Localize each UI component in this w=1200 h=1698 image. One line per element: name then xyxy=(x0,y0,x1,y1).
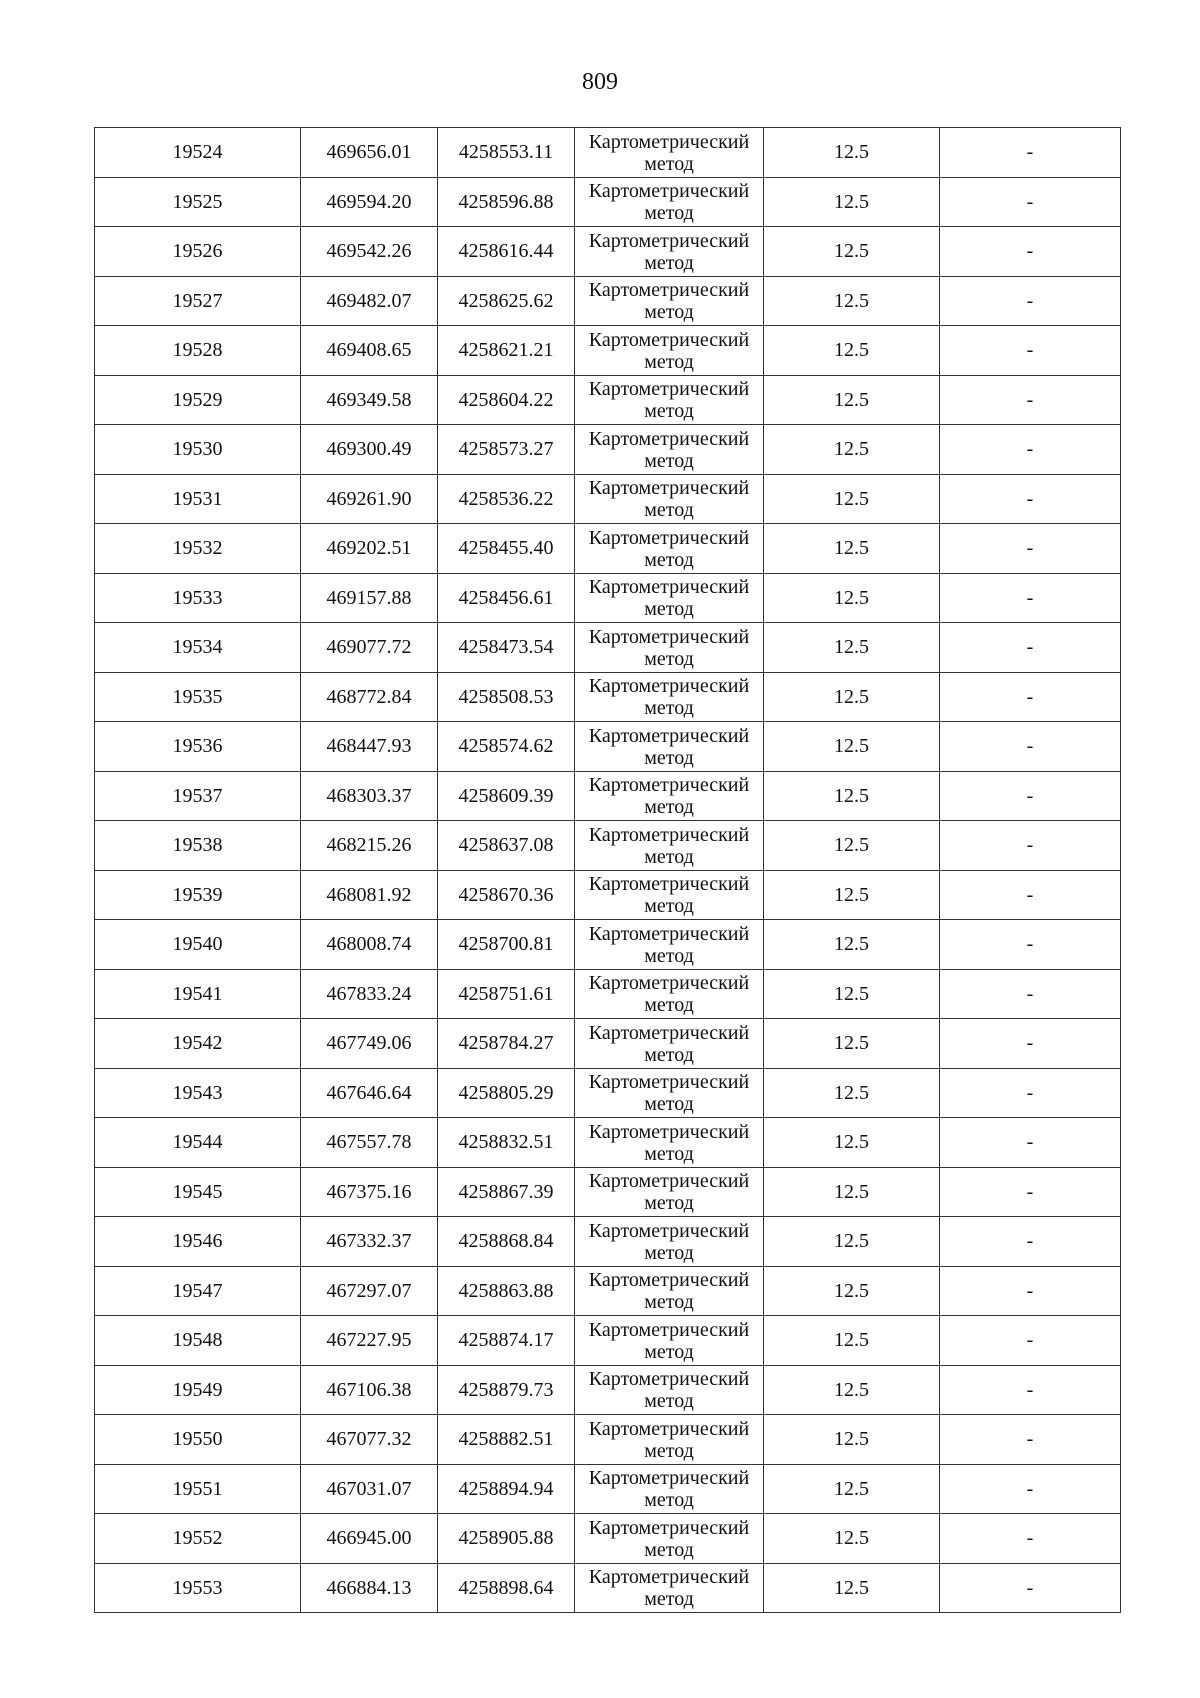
y-coordinate-cell: 4258553.11 xyxy=(438,128,575,178)
accuracy-cell: 12.5 xyxy=(764,1415,940,1465)
note-cell: - xyxy=(940,1563,1121,1613)
note-cell: - xyxy=(940,1316,1121,1366)
accuracy-cell: 12.5 xyxy=(764,1217,940,1267)
point-number-cell: 19525 xyxy=(95,177,301,227)
accuracy-cell: 12.5 xyxy=(764,276,940,326)
table-row xyxy=(95,1266,1121,1316)
x-coordinate-cell: 467031.07 xyxy=(301,1464,438,1514)
method-cell xyxy=(575,1365,764,1415)
page-number: 809 xyxy=(582,69,618,95)
method-line-2: метод xyxy=(644,994,694,1017)
point-number-cell: 19540 xyxy=(95,920,301,970)
y-coordinate-cell: 4258596.88 xyxy=(438,177,575,227)
method-line-1: Картометрический xyxy=(588,1021,750,1044)
x-coordinate-cell: 468303.37 xyxy=(301,771,438,821)
note-cell: - xyxy=(940,524,1121,574)
method-cell xyxy=(575,326,764,376)
x-coordinate-cell: 469542.26 xyxy=(301,227,438,277)
accuracy-cell: 12.5 xyxy=(764,1464,940,1514)
note-cell: - xyxy=(940,672,1121,722)
table-row xyxy=(95,227,1121,277)
method-line-2: метод xyxy=(644,598,694,621)
accuracy-cell: 12.5 xyxy=(764,1514,940,1564)
point-number-cell: 19536 xyxy=(95,722,301,772)
point-number-cell: 19537 xyxy=(95,771,301,821)
point-number-cell: 19528 xyxy=(95,326,301,376)
table-row xyxy=(95,1019,1121,1069)
method-line-2: метод xyxy=(644,1291,694,1314)
table-row xyxy=(95,722,1121,772)
method-cell xyxy=(575,1068,764,1118)
table-row xyxy=(95,771,1121,821)
method-line-2: метод xyxy=(644,1093,694,1116)
method-cell xyxy=(575,623,764,673)
method-line-2: метод xyxy=(644,944,694,967)
y-coordinate-cell: 4258609.39 xyxy=(438,771,575,821)
method-line-2: метод xyxy=(644,1192,694,1215)
point-number-cell: 19530 xyxy=(95,425,301,475)
method-line-2: метод xyxy=(644,796,694,819)
y-coordinate-cell: 4258573.27 xyxy=(438,425,575,475)
x-coordinate-cell: 468215.26 xyxy=(301,821,438,871)
method-line-2: метод xyxy=(644,895,694,918)
table-row xyxy=(95,1514,1121,1564)
y-coordinate-cell: 4258637.08 xyxy=(438,821,575,871)
accuracy-cell: 12.5 xyxy=(764,1316,940,1366)
x-coordinate-cell: 466884.13 xyxy=(301,1563,438,1613)
table-row xyxy=(95,375,1121,425)
method-line-2: метод xyxy=(644,202,694,225)
x-coordinate-cell: 467375.16 xyxy=(301,1167,438,1217)
note-cell: - xyxy=(940,177,1121,227)
accuracy-cell: 12.5 xyxy=(764,920,940,970)
accuracy-cell: 12.5 xyxy=(764,821,940,871)
x-coordinate-cell: 467749.06 xyxy=(301,1019,438,1069)
method-cell xyxy=(575,1415,764,1465)
point-number-cell: 19543 xyxy=(95,1068,301,1118)
method-line-1: Картометрический xyxy=(588,1170,750,1193)
point-number-cell: 19545 xyxy=(95,1167,301,1217)
point-number-cell: 19534 xyxy=(95,623,301,673)
point-number-cell: 19548 xyxy=(95,1316,301,1366)
point-number-cell: 19531 xyxy=(95,474,301,524)
method-line-1: Картометрический xyxy=(588,675,750,698)
note-cell: - xyxy=(940,1365,1121,1415)
note-cell: - xyxy=(940,1514,1121,1564)
table-row xyxy=(95,1464,1121,1514)
x-coordinate-cell: 468008.74 xyxy=(301,920,438,970)
table-row xyxy=(95,1316,1121,1366)
method-line-1: Картометрический xyxy=(588,1318,750,1341)
method-line-1: Картометрический xyxy=(588,873,750,896)
method-cell xyxy=(575,375,764,425)
note-cell: - xyxy=(940,920,1121,970)
method-line-2: метод xyxy=(644,697,694,720)
accuracy-cell: 12.5 xyxy=(764,425,940,475)
point-number-cell: 19524 xyxy=(95,128,301,178)
accuracy-cell: 12.5 xyxy=(764,969,940,1019)
method-cell xyxy=(575,276,764,326)
point-number-cell: 19542 xyxy=(95,1019,301,1069)
y-coordinate-cell: 4258784.27 xyxy=(438,1019,575,1069)
table-row xyxy=(95,1415,1121,1465)
method-line-2: метод xyxy=(644,1588,694,1611)
method-line-2: метод xyxy=(644,350,694,373)
accuracy-cell: 12.5 xyxy=(764,128,940,178)
accuracy-cell: 12.5 xyxy=(764,623,940,673)
x-coordinate-cell: 467833.24 xyxy=(301,969,438,1019)
x-coordinate-cell: 469594.20 xyxy=(301,177,438,227)
method-line-2: метод xyxy=(644,1538,694,1561)
method-cell xyxy=(575,722,764,772)
x-coordinate-cell: 467227.95 xyxy=(301,1316,438,1366)
accuracy-cell: 12.5 xyxy=(764,1365,940,1415)
y-coordinate-cell: 4258473.54 xyxy=(438,623,575,673)
y-coordinate-cell: 4258700.81 xyxy=(438,920,575,970)
x-coordinate-cell: 469349.58 xyxy=(301,375,438,425)
method-line-2: метод xyxy=(644,449,694,472)
note-cell: - xyxy=(940,573,1121,623)
accuracy-cell: 12.5 xyxy=(764,1118,940,1168)
x-coordinate-cell: 467297.07 xyxy=(301,1266,438,1316)
point-number-cell: 19529 xyxy=(95,375,301,425)
x-coordinate-cell: 468772.84 xyxy=(301,672,438,722)
accuracy-cell: 12.5 xyxy=(764,870,940,920)
note-cell: - xyxy=(940,969,1121,1019)
note-cell: - xyxy=(940,1068,1121,1118)
y-coordinate-cell: 4258751.61 xyxy=(438,969,575,1019)
table-row xyxy=(95,524,1121,574)
point-number-cell: 19527 xyxy=(95,276,301,326)
table-row xyxy=(95,1563,1121,1613)
point-number-cell: 19538 xyxy=(95,821,301,871)
method-line-1: Картометрический xyxy=(588,526,750,549)
note-cell: - xyxy=(940,1217,1121,1267)
method-line-2: метод xyxy=(644,1340,694,1363)
note-cell: - xyxy=(940,227,1121,277)
y-coordinate-cell: 4258805.29 xyxy=(438,1068,575,1118)
method-line-1: Картометрический xyxy=(588,477,750,500)
y-coordinate-cell: 4258832.51 xyxy=(438,1118,575,1168)
method-line-2: метод xyxy=(644,1390,694,1413)
y-coordinate-cell: 4258905.88 xyxy=(438,1514,575,1564)
y-coordinate-cell: 4258882.51 xyxy=(438,1415,575,1465)
method-line-1: Картометрический xyxy=(588,1219,750,1242)
point-number-cell: 19547 xyxy=(95,1266,301,1316)
x-coordinate-cell: 469656.01 xyxy=(301,128,438,178)
point-number-cell: 19535 xyxy=(95,672,301,722)
point-number-cell: 19533 xyxy=(95,573,301,623)
table-row xyxy=(95,1068,1121,1118)
table-row xyxy=(95,920,1121,970)
accuracy-cell: 12.5 xyxy=(764,1019,940,1069)
accuracy-cell: 12.5 xyxy=(764,1563,940,1613)
point-number-cell: 19550 xyxy=(95,1415,301,1465)
accuracy-cell: 12.5 xyxy=(764,573,940,623)
point-number-cell: 19544 xyxy=(95,1118,301,1168)
point-number-cell: 19553 xyxy=(95,1563,301,1613)
table-row xyxy=(95,1167,1121,1217)
accuracy-cell: 12.5 xyxy=(764,227,940,277)
method-line-2: метод xyxy=(644,152,694,175)
method-line-1: Картометрический xyxy=(588,1269,750,1292)
method-line-1: Картометрический xyxy=(588,724,750,747)
table-row xyxy=(95,474,1121,524)
method-line-1: Картометрический xyxy=(588,378,750,401)
y-coordinate-cell: 4258898.64 xyxy=(438,1563,575,1613)
note-cell: - xyxy=(940,821,1121,871)
method-cell xyxy=(575,1316,764,1366)
table-row xyxy=(95,672,1121,722)
accuracy-cell: 12.5 xyxy=(764,474,940,524)
method-line-1: Картометрический xyxy=(588,1071,750,1094)
y-coordinate-cell: 4258670.36 xyxy=(438,870,575,920)
note-cell: - xyxy=(940,1019,1121,1069)
x-coordinate-cell: 469157.88 xyxy=(301,573,438,623)
method-cell xyxy=(575,474,764,524)
x-coordinate-cell: 467332.37 xyxy=(301,1217,438,1267)
note-cell: - xyxy=(940,326,1121,376)
method-line-2: метод xyxy=(644,1043,694,1066)
table-row xyxy=(95,326,1121,376)
method-cell xyxy=(575,771,764,821)
x-coordinate-cell: 469077.72 xyxy=(301,623,438,673)
note-cell: - xyxy=(940,623,1121,673)
accuracy-cell: 12.5 xyxy=(764,1266,940,1316)
point-number-cell: 19532 xyxy=(95,524,301,574)
coordinates-table-body xyxy=(95,128,1121,1613)
method-line-2: метод xyxy=(644,251,694,274)
method-line-1: Картометрический xyxy=(588,328,750,351)
x-coordinate-cell: 467646.64 xyxy=(301,1068,438,1118)
method-cell xyxy=(575,1514,764,1564)
method-cell xyxy=(575,1118,764,1168)
method-line-1: Картометрический xyxy=(588,1120,750,1143)
method-cell xyxy=(575,128,764,178)
method-cell xyxy=(575,1217,764,1267)
method-line-1: Картометрический xyxy=(588,576,750,599)
x-coordinate-cell: 467106.38 xyxy=(301,1365,438,1415)
method-cell xyxy=(575,227,764,277)
note-cell: - xyxy=(940,1415,1121,1465)
point-number-cell: 19539 xyxy=(95,870,301,920)
y-coordinate-cell: 4258455.40 xyxy=(438,524,575,574)
accuracy-cell: 12.5 xyxy=(764,1068,940,1118)
method-line-2: метод xyxy=(644,746,694,769)
table-row xyxy=(95,1365,1121,1415)
method-line-1: Картометрический xyxy=(588,1417,750,1440)
point-number-cell: 19552 xyxy=(95,1514,301,1564)
method-line-2: метод xyxy=(644,1142,694,1165)
table-row xyxy=(95,425,1121,475)
x-coordinate-cell: 469261.90 xyxy=(301,474,438,524)
method-line-1: Картометрический xyxy=(588,625,750,648)
method-cell xyxy=(575,1563,764,1613)
method-line-2: метод xyxy=(644,301,694,324)
y-coordinate-cell: 4258867.39 xyxy=(438,1167,575,1217)
method-line-2: метод xyxy=(644,499,694,522)
method-line-1: Картометрический xyxy=(588,229,750,252)
x-coordinate-cell: 467077.32 xyxy=(301,1415,438,1465)
y-coordinate-cell: 4258574.62 xyxy=(438,722,575,772)
y-coordinate-cell: 4258456.61 xyxy=(438,573,575,623)
y-coordinate-cell: 4258625.62 xyxy=(438,276,575,326)
table-row xyxy=(95,128,1121,178)
note-cell: - xyxy=(940,1464,1121,1514)
x-coordinate-cell: 466945.00 xyxy=(301,1514,438,1564)
accuracy-cell: 12.5 xyxy=(764,771,940,821)
note-cell: - xyxy=(940,425,1121,475)
table-row xyxy=(95,573,1121,623)
x-coordinate-cell: 467557.78 xyxy=(301,1118,438,1168)
table-row xyxy=(95,1118,1121,1168)
note-cell: - xyxy=(940,375,1121,425)
note-cell: - xyxy=(940,722,1121,772)
accuracy-cell: 12.5 xyxy=(764,326,940,376)
table-row xyxy=(95,1217,1121,1267)
method-line-1: Картометрический xyxy=(588,427,750,450)
method-cell xyxy=(575,672,764,722)
y-coordinate-cell: 4258536.22 xyxy=(438,474,575,524)
method-line-1: Картометрический xyxy=(588,823,750,846)
table-row xyxy=(95,870,1121,920)
method-cell xyxy=(575,1464,764,1514)
note-cell: - xyxy=(940,1118,1121,1168)
y-coordinate-cell: 4258508.53 xyxy=(438,672,575,722)
note-cell: - xyxy=(940,1266,1121,1316)
x-coordinate-cell: 469408.65 xyxy=(301,326,438,376)
y-coordinate-cell: 4258621.21 xyxy=(438,326,575,376)
method-line-2: метод xyxy=(644,1439,694,1462)
accuracy-cell: 12.5 xyxy=(764,1167,940,1217)
method-line-1: Картометрический xyxy=(588,922,750,945)
x-coordinate-cell: 468081.92 xyxy=(301,870,438,920)
y-coordinate-cell: 4258604.22 xyxy=(438,375,575,425)
method-line-1: Картометрический xyxy=(588,130,750,153)
note-cell: - xyxy=(940,1167,1121,1217)
method-line-1: Картометрический xyxy=(588,1368,750,1391)
point-number-cell: 19526 xyxy=(95,227,301,277)
method-line-1: Картометрический xyxy=(588,279,750,302)
accuracy-cell: 12.5 xyxy=(764,722,940,772)
note-cell: - xyxy=(940,771,1121,821)
method-cell xyxy=(575,1019,764,1069)
method-line-2: метод xyxy=(644,1489,694,1512)
method-line-2: метод xyxy=(644,548,694,571)
accuracy-cell: 12.5 xyxy=(764,672,940,722)
method-cell xyxy=(575,920,764,970)
method-line-2: метод xyxy=(644,400,694,423)
table-row xyxy=(95,276,1121,326)
y-coordinate-cell: 4258863.88 xyxy=(438,1266,575,1316)
method-cell xyxy=(575,870,764,920)
table-row xyxy=(95,821,1121,871)
note-cell: - xyxy=(940,276,1121,326)
x-coordinate-cell: 468447.93 xyxy=(301,722,438,772)
x-coordinate-cell: 469482.07 xyxy=(301,276,438,326)
method-cell xyxy=(575,1167,764,1217)
point-number-cell: 19546 xyxy=(95,1217,301,1267)
point-number-cell: 19541 xyxy=(95,969,301,1019)
x-coordinate-cell: 469202.51 xyxy=(301,524,438,574)
note-cell: - xyxy=(940,870,1121,920)
accuracy-cell: 12.5 xyxy=(764,375,940,425)
method-cell xyxy=(575,177,764,227)
note-cell: - xyxy=(940,128,1121,178)
method-cell xyxy=(575,524,764,574)
table-row xyxy=(95,969,1121,1019)
point-number-cell: 19549 xyxy=(95,1365,301,1415)
y-coordinate-cell: 4258874.17 xyxy=(438,1316,575,1366)
accuracy-cell: 12.5 xyxy=(764,177,940,227)
y-coordinate-cell: 4258616.44 xyxy=(438,227,575,277)
method-line-1: Картометрический xyxy=(588,774,750,797)
method-cell xyxy=(575,425,764,475)
table-row xyxy=(95,177,1121,227)
method-line-1: Картометрический xyxy=(588,1467,750,1490)
note-cell: - xyxy=(940,474,1121,524)
point-number-cell: 19551 xyxy=(95,1464,301,1514)
table-row xyxy=(95,623,1121,673)
y-coordinate-cell: 4258868.84 xyxy=(438,1217,575,1267)
coordinates-table xyxy=(94,127,1121,1613)
x-coordinate-cell: 469300.49 xyxy=(301,425,438,475)
method-line-1: Картометрический xyxy=(588,972,750,995)
method-cell xyxy=(575,573,764,623)
method-line-2: метод xyxy=(644,647,694,670)
method-cell xyxy=(575,821,764,871)
y-coordinate-cell: 4258894.94 xyxy=(438,1464,575,1514)
method-line-1: Картометрический xyxy=(588,1566,750,1589)
method-cell xyxy=(575,969,764,1019)
method-line-1: Картометрический xyxy=(588,1516,750,1539)
method-line-2: метод xyxy=(644,845,694,868)
y-coordinate-cell: 4258879.73 xyxy=(438,1365,575,1415)
method-line-2: метод xyxy=(644,1241,694,1264)
method-line-1: Картометрический xyxy=(588,180,750,203)
accuracy-cell: 12.5 xyxy=(764,524,940,574)
method-cell xyxy=(575,1266,764,1316)
